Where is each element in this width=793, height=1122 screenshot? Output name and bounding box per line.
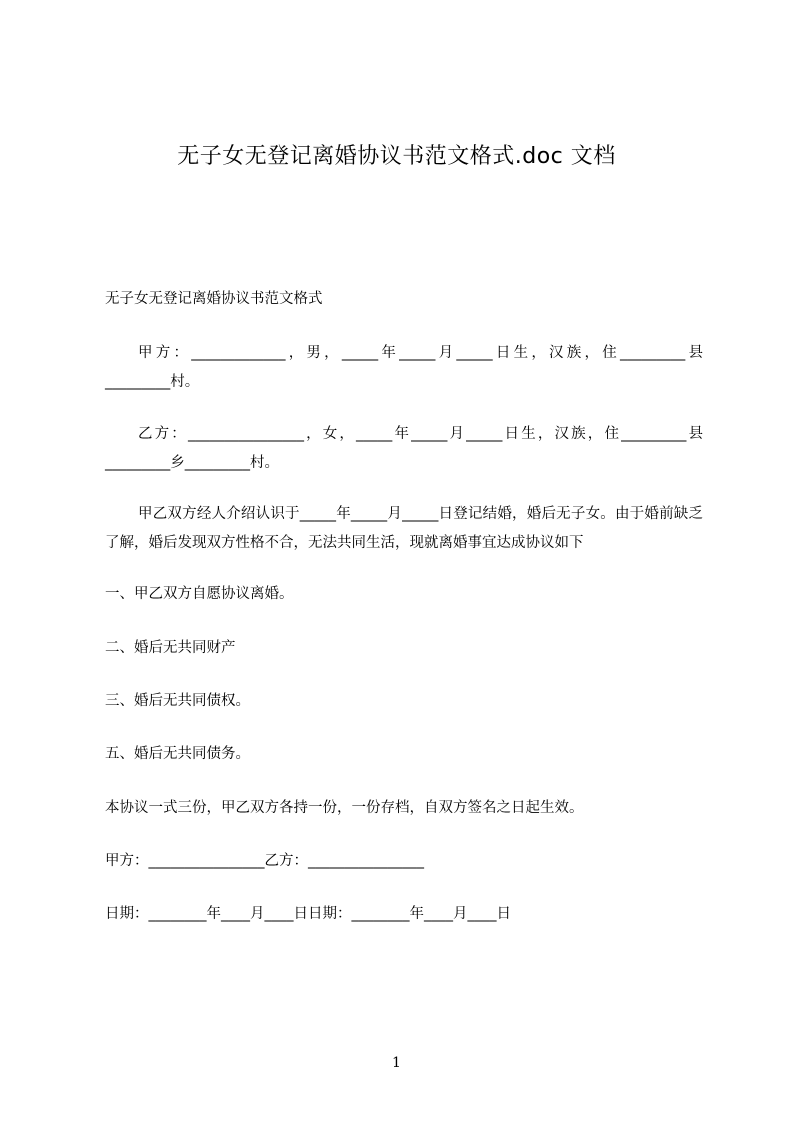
closing-paragraph: 本协议一式三份，甲乙双方各持一份，一份存档，自双方签名之日起生效。 (105, 800, 584, 816)
clause-1: 一、甲乙双方自愿协议离婚。 (105, 586, 294, 602)
intro-paragraph: 甲乙双方经人介绍认识于_____年_____月_____日登记结婚，婚后无子女。由于婚前缺乏了解，婚后发现双方性格不合，无法共同生活，现就离婚事宜达成协议如下 (105, 506, 703, 551)
document-subtitle: 无子女无登记离婚协议书范文格式 (105, 291, 323, 307)
page-number: 1 (392, 1055, 401, 1071)
party-b-line: 乙方：________________，女，_____年_____月_____日生，汉族，住_________县_________乡_________村。 (105, 426, 703, 471)
date-line: 日期：________年____月____日日期：________年____月____日 (105, 906, 511, 922)
signature-line: 甲方：________________乙方：________________ (105, 853, 424, 869)
party-a-line: 甲方：_____________，男，_____年_____月_____日生，汉族，住_________县_________村。 (105, 345, 703, 390)
clause-5: 五、婚后无共同债务。 (105, 746, 250, 762)
clause-3: 三、婚后无共同债权。 (105, 693, 250, 709)
document-title: 无子女无登记离婚协议书范文格式.doc 文档 (177, 144, 616, 169)
clause-2: 二、婚后无共同财产 (105, 640, 236, 656)
